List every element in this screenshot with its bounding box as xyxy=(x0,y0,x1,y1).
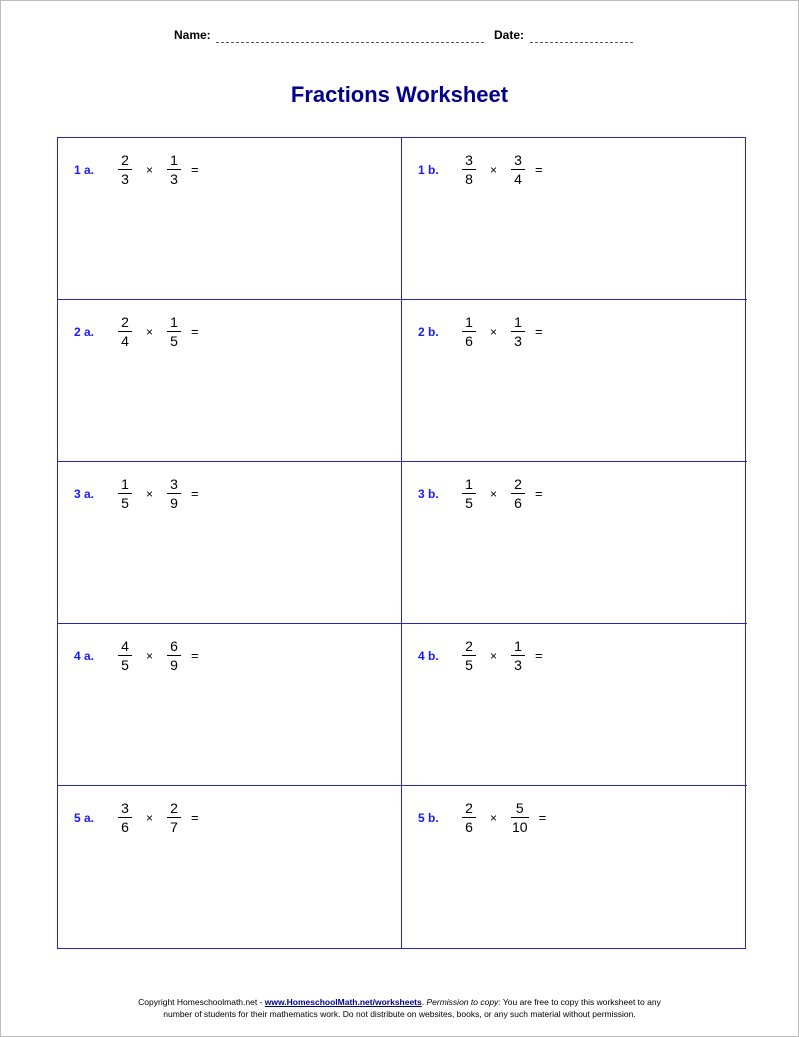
problem-grid xyxy=(57,137,746,949)
problem xyxy=(418,152,543,187)
denominator: 5 xyxy=(121,657,129,673)
fraction-bar xyxy=(167,655,181,656)
denominator: 6 xyxy=(121,819,129,835)
problem xyxy=(74,152,199,187)
denominator: 4 xyxy=(514,171,522,187)
problem xyxy=(74,314,199,349)
numerator: 6 xyxy=(170,638,178,654)
worksheets-link[interactable]: www.HomeschoolMath.net/worksheets xyxy=(264,997,422,1007)
fraction-bar xyxy=(118,169,132,170)
problem-number: 2 a. xyxy=(74,324,95,339)
permission-text-2: number of students for their mathematics work. Do not distribute on websites, books, or any such material without permission. xyxy=(163,1009,636,1019)
multiply-sign: × xyxy=(146,324,154,339)
fraction-1 xyxy=(116,152,134,187)
multiply-sign: × xyxy=(146,486,154,501)
fraction-1 xyxy=(460,800,478,835)
fraction-bar xyxy=(118,817,132,818)
numerator: 2 xyxy=(170,800,178,816)
fraction-1 xyxy=(116,476,134,511)
multiply-sign: × xyxy=(490,810,498,825)
equals-sign: = xyxy=(535,324,543,339)
equals-sign: = xyxy=(535,162,543,177)
numerator: 5 xyxy=(515,800,524,816)
fraction-1 xyxy=(116,314,134,349)
problem xyxy=(74,800,199,835)
fraction-1 xyxy=(460,476,478,511)
fraction-1 xyxy=(116,638,134,673)
equals-sign: = xyxy=(191,486,199,501)
fraction-bar xyxy=(462,493,476,494)
multiply-sign: × xyxy=(490,162,498,177)
denominator: 6 xyxy=(465,333,473,349)
footer xyxy=(0,996,799,1020)
denominator: 5 xyxy=(121,495,129,511)
multiply-sign: × xyxy=(490,324,498,339)
numerator: 3 xyxy=(465,152,473,168)
fraction-2 xyxy=(165,314,183,349)
numerator: 1 xyxy=(465,314,473,330)
problem-number: 3 b. xyxy=(418,486,439,501)
equals-sign: = xyxy=(191,324,199,339)
problem-cell[interactable] xyxy=(402,462,747,624)
fraction-2 xyxy=(509,476,527,511)
denominator: 3 xyxy=(514,333,522,349)
equals-sign: = xyxy=(535,486,543,501)
multiply-sign: × xyxy=(146,648,154,663)
fraction-1 xyxy=(460,638,478,673)
numerator: 1 xyxy=(170,152,178,168)
problem-cell[interactable] xyxy=(58,624,402,786)
denominator: 9 xyxy=(170,495,178,511)
denominator: 7 xyxy=(170,819,178,835)
denominator: 3 xyxy=(514,657,522,673)
numerator: 2 xyxy=(465,800,473,816)
problem-cell[interactable] xyxy=(402,786,747,948)
denominator: 3 xyxy=(170,171,178,187)
numerator: 2 xyxy=(121,314,129,330)
equals-sign: = xyxy=(538,810,547,825)
problem-number: 4 a. xyxy=(74,648,95,663)
problem-cell[interactable] xyxy=(58,300,402,462)
fraction-bar xyxy=(118,331,132,332)
fraction-bar xyxy=(167,817,181,818)
numerator: 3 xyxy=(514,152,522,168)
fraction-2 xyxy=(509,638,527,673)
fraction-bar xyxy=(167,169,181,170)
denominator: 4 xyxy=(121,333,129,349)
fraction-1 xyxy=(116,800,134,835)
numerator: 2 xyxy=(465,638,473,654)
fraction-2 xyxy=(165,152,183,187)
equals-sign: = xyxy=(191,162,199,177)
denominator: 3 xyxy=(121,171,129,187)
problem xyxy=(418,476,543,511)
fraction-2 xyxy=(509,800,531,835)
equals-sign: = xyxy=(191,810,199,825)
permission-text: You are free to copy this worksheet to any xyxy=(500,997,661,1007)
copyright-text: Copyright Homeschoolmath.net - xyxy=(138,997,265,1007)
fraction-2 xyxy=(165,476,183,511)
fraction-bar xyxy=(462,169,476,170)
fraction-2 xyxy=(509,314,527,349)
page-title: Fractions Worksheet xyxy=(290,82,509,107)
problem-number: 4 b. xyxy=(418,648,439,663)
problem-number: 3 a. xyxy=(74,486,95,501)
problem xyxy=(74,476,199,511)
problem-cell[interactable] xyxy=(58,786,402,948)
fraction-2 xyxy=(509,152,527,187)
name-field[interactable] xyxy=(216,42,484,43)
fraction-bar xyxy=(511,817,529,818)
problem-cell[interactable] xyxy=(402,624,747,786)
equals-sign: = xyxy=(535,648,543,663)
name-label: Name: xyxy=(174,28,211,42)
fraction-1 xyxy=(460,152,478,187)
fraction-bar xyxy=(462,655,476,656)
fraction-bar xyxy=(118,493,132,494)
problem-number: 1 b. xyxy=(418,162,439,177)
date-field[interactable] xyxy=(530,42,633,43)
problem-cell[interactable] xyxy=(402,300,747,462)
denominator: 6 xyxy=(514,495,522,511)
denominator: 9 xyxy=(170,657,178,673)
multiply-sign: × xyxy=(146,162,154,177)
numerator: 1 xyxy=(514,638,522,654)
numerator: 4 xyxy=(121,638,129,654)
fraction-bar xyxy=(511,655,525,656)
problem xyxy=(418,800,546,835)
denominator: 5 xyxy=(465,657,473,673)
problem-number: 1 a. xyxy=(74,162,95,177)
permission-label: Permission to copy: xyxy=(426,997,501,1007)
numerator: 1 xyxy=(170,314,178,330)
fraction-bar xyxy=(462,817,476,818)
numerator: 2 xyxy=(514,476,522,492)
problem xyxy=(418,314,543,349)
denominator: 5 xyxy=(465,495,473,511)
problem-cell[interactable] xyxy=(58,138,402,300)
problem xyxy=(418,638,543,673)
problem-number: 5 b. xyxy=(418,810,439,825)
denominator: 6 xyxy=(465,819,473,835)
fraction-1 xyxy=(460,314,478,349)
multiply-sign: × xyxy=(490,648,498,663)
numerator: 1 xyxy=(465,476,473,492)
numerator: 3 xyxy=(121,800,129,816)
problem-number: 5 a. xyxy=(74,810,95,825)
problem-number: 2 b. xyxy=(418,324,439,339)
denominator: 5 xyxy=(170,333,178,349)
footer-separator: . xyxy=(421,997,427,1007)
fraction-2 xyxy=(165,800,183,835)
numerator: 3 xyxy=(170,476,178,492)
fraction-2 xyxy=(165,638,183,673)
problem-cell[interactable] xyxy=(402,138,747,300)
denominator: 8 xyxy=(465,171,473,187)
numerator: 1 xyxy=(121,476,129,492)
problem-cell[interactable] xyxy=(58,462,402,624)
equals-sign: = xyxy=(191,648,199,663)
fraction-bar xyxy=(511,169,525,170)
numerator: 2 xyxy=(121,152,129,168)
problem xyxy=(74,638,199,673)
fraction-bar xyxy=(167,493,181,494)
fraction-bar xyxy=(511,331,525,332)
fraction-bar xyxy=(462,331,476,332)
date-label: Date: xyxy=(494,28,525,42)
multiply-sign: × xyxy=(490,486,498,501)
numerator: 1 xyxy=(514,314,522,330)
fraction-bar xyxy=(511,493,525,494)
fraction-bar xyxy=(118,655,132,656)
denominator: 10 xyxy=(512,819,528,835)
fraction-bar xyxy=(167,331,181,332)
multiply-sign: × xyxy=(146,810,154,825)
